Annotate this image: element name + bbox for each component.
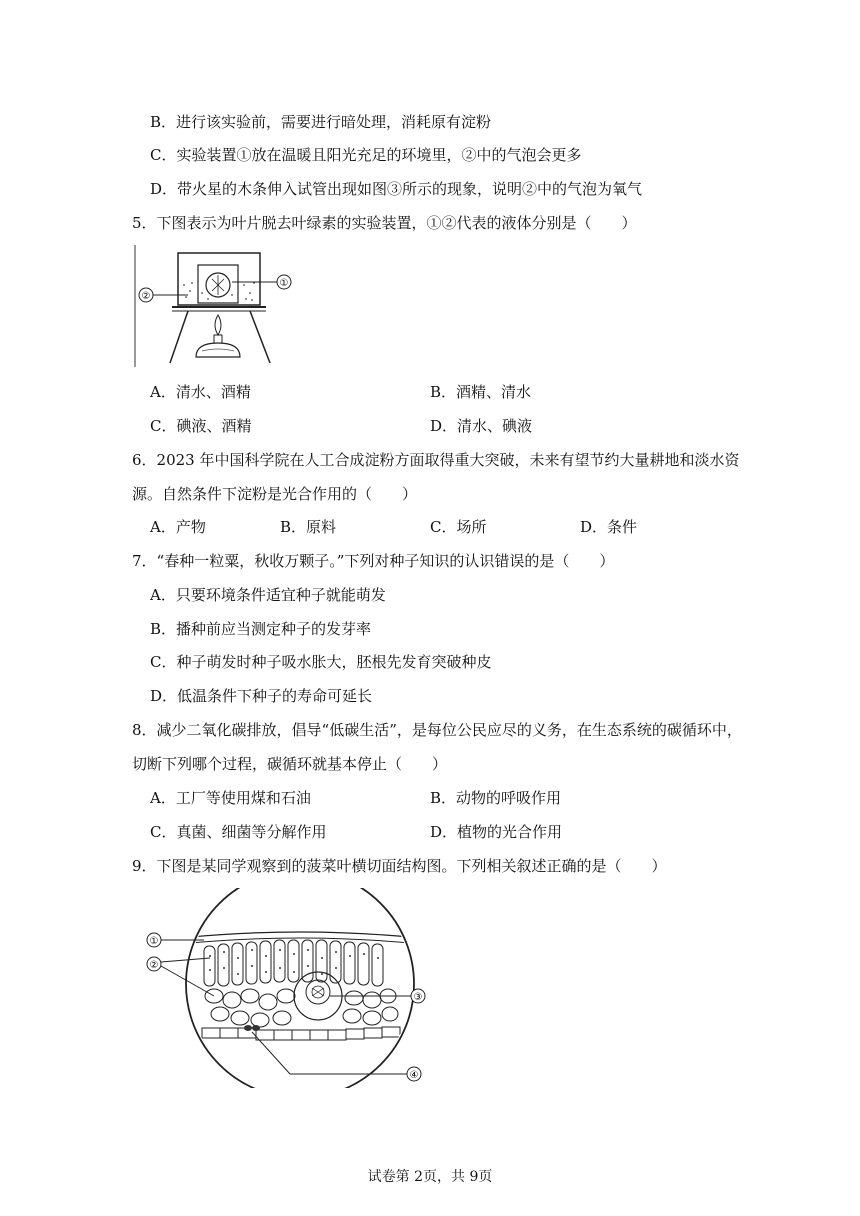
q5-option-b: B．酒精、清水 xyxy=(430,383,532,401)
q6-option-a: A．产物 xyxy=(150,518,206,536)
q9-label-4: ④ xyxy=(409,1070,419,1081)
q6-option-b: B．原料 xyxy=(280,518,337,536)
q7-option-a: A．只要环境条件适宜种子就能萌发 xyxy=(150,586,386,604)
decolorize-apparatus-diagram xyxy=(132,245,302,370)
q5-option-a: A．清水、酒精 xyxy=(150,383,251,401)
q6-stem-line2: 源。自然条件下淀粉是光合作用的（ ） xyxy=(132,485,418,503)
q8-option-d: D．植物的光合作用 xyxy=(430,823,563,841)
q8-option-b: B．动物的呼吸作用 xyxy=(430,789,562,807)
q9-stem: 9．下图是某同学观察到的菠菜叶横切面结构图。下列相关叙述正确的是（ ） xyxy=(132,857,667,875)
q5-apparatus-figure xyxy=(132,245,302,370)
q8-stem-line1: 8．减少二氧化碳排放，倡导“低碳生活”，是每位公民应尽的义务，在生态系统的碳循环中， xyxy=(132,721,742,739)
q7-option-c: C．种子萌发时种子吸水胀大，胚根先发育突破种皮 xyxy=(150,653,492,671)
q6-stem-line1: 6．2023 年中国科学院在人工合成淀粉方面取得重大突破，未来有望节约大量耕地和淡水资 xyxy=(132,451,740,469)
leaf-cross-section-diagram xyxy=(140,888,440,1088)
q5-label-2: ② xyxy=(141,291,151,302)
page-footer: 试卷第 2页，共 9页 xyxy=(367,1169,493,1185)
q9-label-3: ③ xyxy=(413,992,423,1003)
q9-label-2: ② xyxy=(149,960,159,971)
q7-option-d: D．低温条件下种子的寿命可延长 xyxy=(150,687,373,705)
q5-label-1: ① xyxy=(279,278,289,289)
q4-option-b: B．进行该实验前，需要进行暗处理，消耗原有淀粉 xyxy=(150,113,492,131)
q6-option-c: C．场所 xyxy=(430,518,487,536)
q8-option-a: A．工厂等使用煤和石油 xyxy=(150,789,311,807)
q4-option-d: D．带火星的木条伸入试管出现如图③所示的现象，说明②中的气泡为氧气 xyxy=(150,180,643,198)
q8-option-c: C．真菌、细菌等分解作用 xyxy=(150,823,327,841)
q4-option-c: C．实验装置①放在温暖且阳光充足的环境里，②中的气泡会更多 xyxy=(150,146,582,164)
q9-label-1: ① xyxy=(149,936,159,947)
q5-option-d: D．清水、碘液 xyxy=(430,417,533,435)
q9-leaf-section-figure xyxy=(140,888,440,1088)
q8-stem-line2: 切断下列哪个过程，碳循环就基本停止（ ） xyxy=(132,755,448,773)
q6-option-d: D．条件 xyxy=(580,518,638,536)
q5-option-c: C．碘液、酒精 xyxy=(150,417,252,435)
q7-option-b: B．播种前应当测定种子的发芽率 xyxy=(150,620,372,638)
q5-stem: 5．下图表示为叶片脱去叶绿素的实验装置，①②代表的液体分别是（ ） xyxy=(132,214,637,232)
q7-stem: 7．“春种一粒粟，秋收万颗子。”下列对种子知识的认识错误的是（ ） xyxy=(132,552,615,570)
